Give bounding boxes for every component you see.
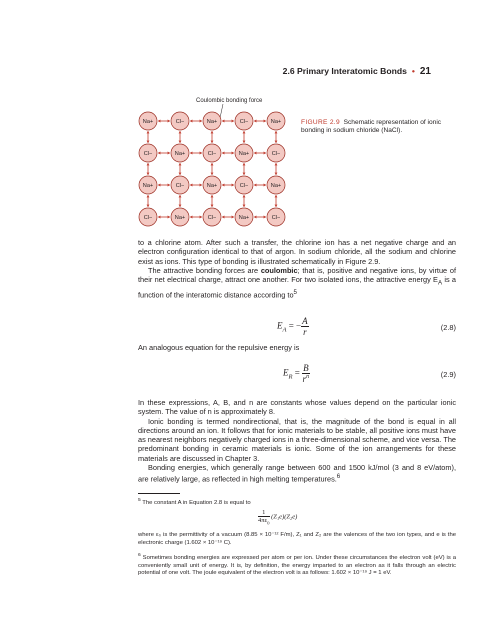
footnote-text: Sometimes bonding energies are expressed per atom or per ion. Under these circumstances the electron volt (eV) is a conveniently small unit of energy. It is, by definition, the energy imparted to an electron as it falls through an electric potential of one volt. The joule equivalent of the electron volt is as follows: 1.602 × 10⁻¹⁹ J = 1 eV. (138, 554, 456, 577)
arrowhead-icon (168, 120, 170, 123)
eq-symbol: E (283, 367, 289, 378)
footnote-ref-5: 5 (293, 288, 297, 296)
arrowhead-icon (211, 163, 214, 165)
section-title: 2.6 Primary Interatomic Bonds (282, 66, 407, 76)
arrowhead-icon (222, 216, 224, 219)
ion-label: Cl− (239, 119, 249, 125)
arrowhead-icon (147, 173, 150, 175)
eq-operator: = − (286, 320, 302, 331)
arrowhead-icon (232, 152, 234, 155)
ion-label: Na+ (206, 183, 218, 189)
arrowhead-icon (243, 141, 246, 143)
arrowhead-icon (200, 120, 202, 123)
paragraph-coulombic (138, 266, 456, 300)
paragraph-text: to a chlorine atom. After such a transfer, the chlorine ion has a net negative charge and an electron configuration identical to that of argon. In sodium chloride, all the sodium and chlorine exist as ions. This type of bonding is illustrated schematically in Figure 2.9. (138, 238, 456, 266)
eq-numerator: A (302, 316, 308, 326)
page-number: 21 (419, 66, 431, 77)
arrowhead-icon (264, 152, 266, 155)
arrowhead-icon (243, 163, 246, 165)
eq-fraction (302, 363, 310, 384)
arrowhead-icon (264, 120, 266, 123)
ion-lattice (139, 112, 285, 226)
arrowhead-icon (275, 163, 278, 165)
arrowhead-icon (232, 216, 234, 219)
arrowhead-icon (254, 184, 256, 187)
arrowhead-icon (254, 120, 256, 123)
arrowhead-icon (147, 205, 150, 207)
ion-label: Na+ (142, 119, 154, 125)
ion-label: Cl− (271, 215, 281, 221)
arrowhead-icon (147, 141, 150, 143)
arrowhead-icon (264, 184, 266, 187)
formula-den-sub: 0 (267, 520, 270, 526)
ion-label: Na+ (142, 183, 154, 189)
formula-denominator (258, 517, 270, 525)
arrowhead-icon (275, 131, 278, 133)
arrowhead-icon (222, 184, 224, 187)
arrowhead-icon (254, 152, 256, 155)
ion-label: Na+ (270, 119, 282, 125)
text-run: ; that is, positive and negative ions, by virtue of their net electrical charge, attract one another. For two isolated ions, the attractive energy E (138, 265, 456, 285)
arrowhead-icon (200, 216, 202, 219)
arrowhead-icon (158, 216, 160, 219)
body-paragraph-2 (138, 398, 456, 484)
equation-number-2-8: (2.8) (440, 323, 456, 332)
formula-fraction (258, 509, 270, 525)
arrowhead-icon (147, 195, 150, 197)
arrowhead-icon (158, 184, 160, 187)
arrowhead-icon (200, 184, 202, 187)
ion-label: Cl− (175, 119, 185, 125)
text-run: Bonding energies, which generally range between 600 and 1500 kJ/mol (3 and 8 eV/atom), are relatively large, as reflected in high melting temperatures. (138, 463, 456, 484)
text-run: is a function of the interatomic distance according to (138, 275, 457, 300)
eq-base: r (302, 374, 307, 384)
text-run: The attractive bonding forces are (148, 265, 261, 275)
ion-label: Cl− (271, 151, 281, 157)
eq-subscript: R (288, 373, 293, 381)
paragraph-text: Ionic bonding is termed nondirectional, that is, the magnitude of the bond is equal in all directions around an ion. It follows that for ionic materials to be stable, all positive ions must have as nearest neighbors negatively charged ions in a three-dimensional scheme, and vice versa. The predominant bonding in ceramic materials is ionic. Some of the ion arrangements for these materials are discussed in Chapter 3. (138, 416, 456, 463)
subscript: A (437, 279, 443, 287)
coulombic-force-label: Coulombic bonding force (196, 98, 263, 104)
eq-numerator: B (303, 363, 309, 373)
figure-label: FIGURE 2.9 (301, 119, 340, 126)
term-coulombic: coulombic (260, 265, 298, 275)
footnote-5-formula (258, 509, 297, 525)
arrowhead-icon (179, 195, 182, 197)
nacl-ionic-bonding-figure (138, 94, 288, 234)
arrowhead-icon (243, 173, 246, 175)
eq-operator: = (292, 367, 303, 378)
arrowhead-icon (211, 141, 214, 143)
footnote-5-continued (138, 532, 456, 547)
running-header (283, 66, 431, 77)
force-label-leader (220, 104, 223, 118)
ion-label: Na+ (238, 151, 250, 157)
arrowhead-icon (168, 184, 170, 187)
arrowhead-icon (254, 216, 256, 219)
arrowhead-icon (275, 205, 278, 207)
footnote-rule (138, 493, 180, 494)
arrowhead-icon (179, 163, 182, 165)
ion-label: Cl− (207, 151, 217, 157)
arrowhead-icon (211, 131, 214, 133)
arrowhead-icon (147, 131, 150, 133)
equation-2-9 (283, 363, 310, 384)
ion-label: Cl− (175, 183, 185, 189)
ion-label: Na+ (270, 183, 282, 189)
ionic-lattice-diagram (138, 94, 288, 234)
arrowhead-icon (168, 152, 170, 155)
arrowhead-icon (243, 205, 246, 207)
footnote-ref-6: 6 (336, 473, 341, 481)
arrowhead-icon (264, 216, 266, 219)
eq-denominator (302, 374, 310, 384)
equation-2-8 (277, 316, 309, 337)
eq-denominator: r (303, 327, 307, 337)
bullet-separator-icon: • (411, 66, 415, 76)
arrowhead-icon (275, 141, 278, 143)
footnote-text: where ε₀ is the permittivity of a vacuum (8.85 × 10⁻¹² F/m), Z₁ and Z₂ are the valences of the two ion types, and e is the electronic charge (1.602 × 10⁻¹⁹ C). (138, 532, 456, 546)
arrowhead-icon (179, 131, 182, 133)
arrowhead-icon (190, 152, 192, 155)
arrowhead-icon (179, 173, 182, 175)
ion-label: Na+ (206, 119, 218, 125)
eq-exponent: n (306, 374, 310, 380)
footnote-mark: 5 (138, 498, 141, 503)
body-paragraph-repulsive (138, 343, 456, 352)
arrowhead-icon (179, 141, 182, 143)
footnote-5 (138, 497, 456, 508)
body-paragraph-1 (138, 238, 456, 300)
formula-numerator: 1 (258, 509, 270, 517)
arrowhead-icon (179, 205, 182, 207)
arrowhead-icon (222, 152, 224, 155)
arrowhead-icon (275, 195, 278, 197)
ion-label: Cl− (207, 215, 217, 221)
eq-symbol: E (277, 320, 283, 331)
ion-label: Na+ (238, 215, 250, 221)
footnote-mark: 6 (138, 553, 141, 558)
ion-label: Na+ (174, 215, 186, 221)
arrowhead-icon (232, 120, 234, 123)
arrowhead-icon (243, 195, 246, 197)
formula-expression: (Z₁e)(Z₂e) (271, 513, 298, 521)
ion-label: Cl− (143, 151, 153, 157)
paragraph-text: An analogous equation for the repulsive energy is (138, 343, 300, 352)
paragraph-bonding-energies (138, 463, 456, 484)
footnote-text: The constant A in Equation 2.8 is equal to (140, 499, 251, 506)
arrowhead-icon (243, 131, 246, 133)
arrowhead-icon (158, 120, 160, 123)
eq-fraction (301, 316, 309, 337)
caption-text: Schematic representation of ionic bonding in sodium chloride (NaCl). (301, 119, 442, 135)
figure-caption (301, 119, 451, 136)
arrowhead-icon (232, 184, 234, 187)
arrowhead-icon (168, 216, 170, 219)
arrowhead-icon (147, 163, 150, 165)
arrowhead-icon (211, 195, 214, 197)
arrowhead-icon (190, 120, 192, 123)
arrowhead-icon (211, 173, 214, 175)
arrowhead-icon (222, 120, 224, 123)
ion-label: Cl− (143, 215, 153, 221)
ion-label: Na+ (174, 151, 186, 157)
eq-subscript: A (282, 326, 287, 334)
arrowhead-icon (275, 173, 278, 175)
arrowhead-icon (190, 216, 192, 219)
formula-den-text: 4πε (258, 517, 268, 524)
arrowhead-icon (200, 152, 202, 155)
paragraph-text: In these expressions, A, B, and n are constants whose values depend on the particular ionic system. The value of n is approximately 8. (138, 398, 456, 417)
arrowhead-icon (190, 184, 192, 187)
arrowhead-icon (158, 152, 160, 155)
arrowhead-icon (211, 205, 214, 207)
footnote-6 (138, 552, 456, 578)
equation-number-2-9: (2.9) (440, 370, 456, 379)
ion-label: Cl− (239, 183, 249, 189)
